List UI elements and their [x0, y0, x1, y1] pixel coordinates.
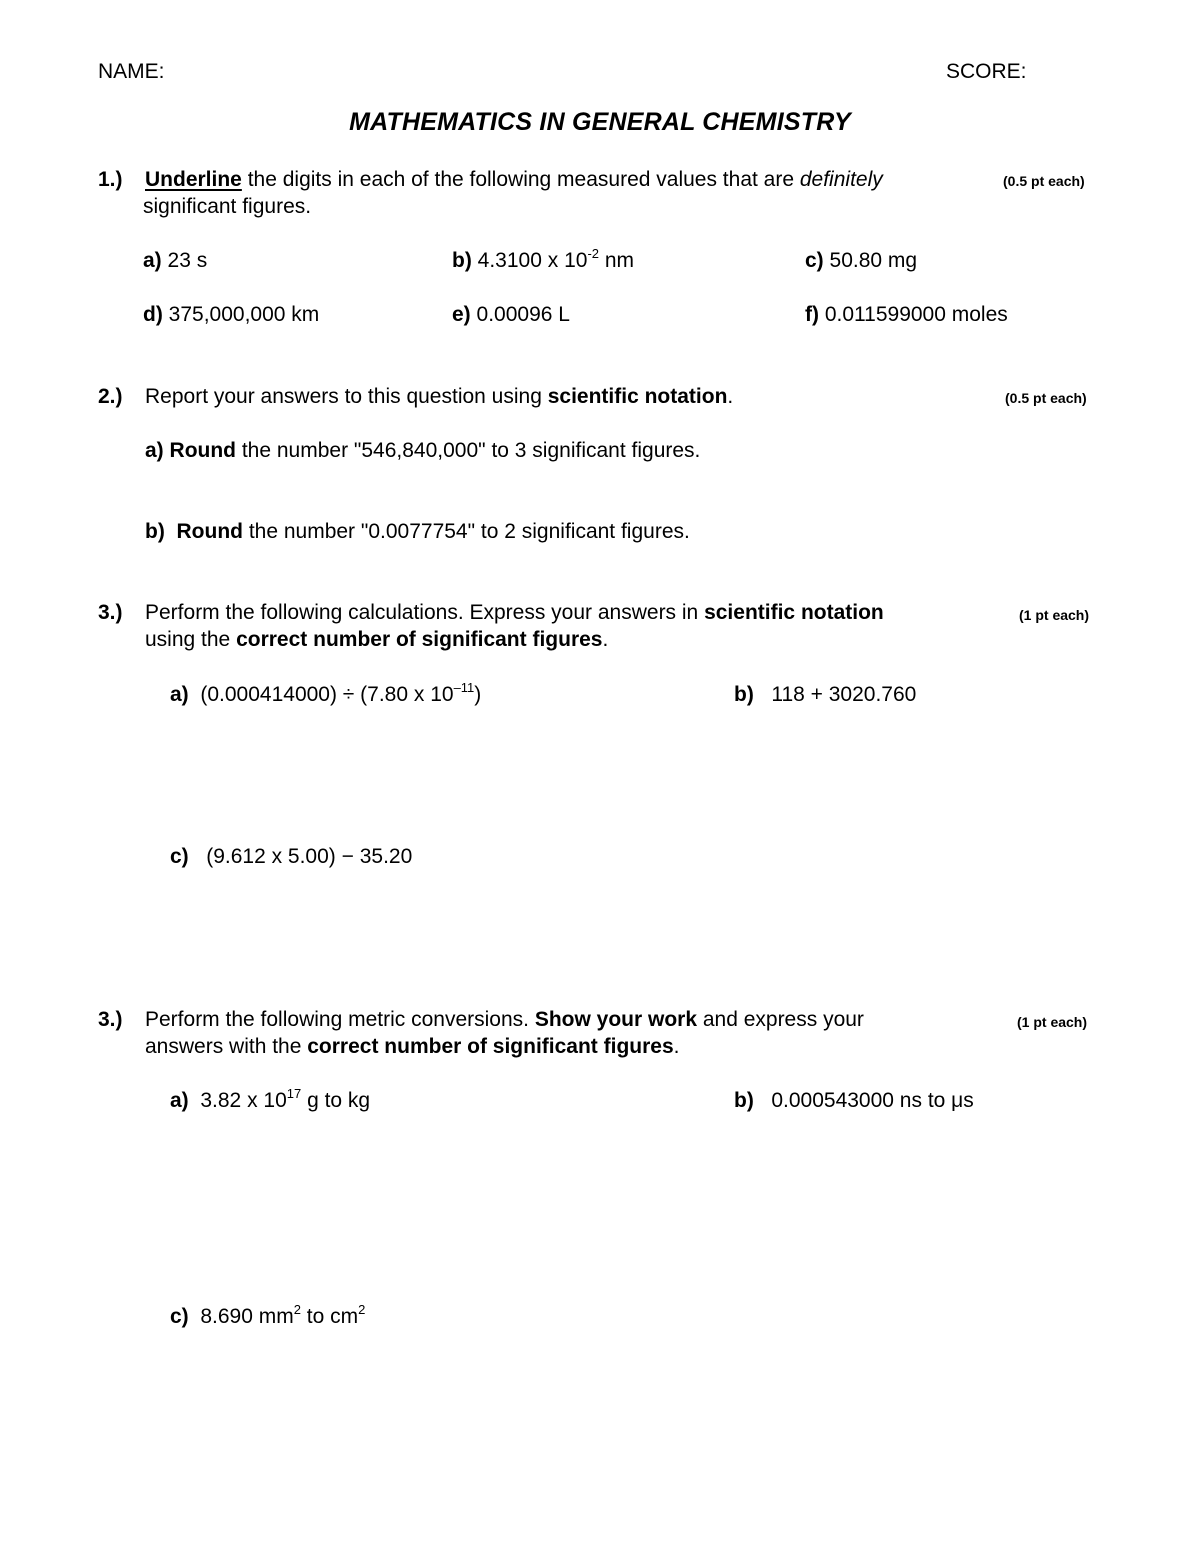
q4-item-b	[734, 1089, 974, 1113]
q2-item-b-label: b)	[145, 520, 165, 543]
q2-item-b-bold: Round	[176, 520, 243, 543]
q1-item-c-value: 50.80 mg	[829, 249, 918, 272]
q3-number: 3.)	[98, 601, 123, 624]
q1-item-d-value: 375,000,000 km	[168, 303, 320, 326]
q1-prompt-line1	[145, 168, 883, 192]
q3-item-a-exponent: –11	[453, 680, 475, 695]
q2-text-b: .	[727, 385, 734, 408]
q4-text-c: answers with the	[145, 1035, 308, 1058]
q1-prompt-line2: significant figures.	[143, 195, 312, 218]
q1-item-e	[452, 303, 570, 327]
q1-item-c	[805, 249, 917, 273]
q1-item-b	[452, 246, 635, 273]
q4-item-c	[170, 1302, 366, 1329]
q2-number: 2.)	[98, 385, 123, 408]
q3-item-b	[734, 683, 916, 707]
q1-item-a-label: a)	[143, 249, 162, 272]
q1-item-f-label: f)	[805, 303, 819, 326]
q4-item-a	[170, 1086, 371, 1113]
q1-item-f	[805, 303, 1008, 327]
score-label: SCORE:	[946, 60, 1027, 83]
q1-item-d-label: d)	[143, 303, 163, 326]
q3-item-a-value: (0.000414000) ÷ (7.80 x 10	[200, 683, 454, 706]
q4-item-c-exponent-2: 2	[358, 1302, 366, 1317]
q2-points: (0.5 pt each)	[1005, 390, 1087, 406]
q2-item-b	[145, 520, 690, 544]
q4-item-c-value: 8.690 mm	[200, 1305, 294, 1328]
q3-text-c: .	[602, 628, 609, 651]
q2-bold-phrase: scientific notation	[547, 385, 728, 408]
q2-item-a-bold: Round	[169, 439, 237, 462]
q4-points: (1 pt each)	[1017, 1014, 1088, 1030]
q2-text-a: Report your answers to this question using	[145, 385, 548, 408]
q3-item-b-value: 118 + 3020.760	[771, 683, 917, 706]
q4-item-c-label: c)	[170, 1305, 189, 1328]
q3-item-a-close: )	[474, 683, 482, 706]
q1-item-d	[143, 303, 319, 327]
q4-item-c-mid: to cm	[300, 1305, 359, 1328]
q3-prompt-line1	[145, 601, 884, 625]
q1-item-a	[143, 249, 207, 273]
q1-item-a-value: 23 s	[167, 249, 208, 272]
q1-item-b-value: 4.3100 x 10	[477, 249, 588, 272]
q3-bold-phrase-2: correct number of significant figures	[236, 628, 603, 651]
q3-points: (1 pt each)	[1019, 607, 1090, 623]
q1-item-e-label: e)	[452, 303, 471, 326]
q4-text-d: .	[673, 1035, 680, 1058]
q4-bold-phrase-2: correct number of significant figures	[307, 1035, 674, 1058]
q4-item-c-exponent-1: 2	[293, 1302, 301, 1317]
q1-item-b-label: b)	[452, 249, 472, 272]
q4-bold-phrase-1: Show your work	[534, 1008, 697, 1031]
q4-item-a-exponent: 17	[286, 1086, 302, 1101]
q3-item-a-label: a)	[170, 683, 189, 706]
q1-italic-word: definitely	[799, 168, 883, 191]
q2-item-a-text: the number "546,840,000" to 3 significant figures.	[236, 439, 701, 462]
q4-item-a-label: a)	[170, 1089, 189, 1112]
q1-text-a: the digits in each of the following measured values that are	[241, 168, 800, 191]
q2-item-a	[145, 439, 700, 463]
q1-item-b-exponent: -2	[587, 246, 599, 261]
q2-item-a-label: a)	[145, 439, 164, 462]
q4-text-b: and express your	[697, 1008, 864, 1031]
page-title: MATHEMATICS IN GENERAL CHEMISTRY	[349, 108, 851, 136]
q1-item-e-value: 0.00096 L	[476, 303, 570, 326]
q1-number: 1.)	[98, 168, 123, 191]
q1-item-c-label: c)	[805, 249, 824, 272]
name-label: NAME:	[98, 60, 165, 83]
q2-item-b-text: the number "0.0077754" to 2 significant figures.	[242, 520, 690, 543]
q3-bold-phrase-1: scientific notation	[704, 601, 884, 624]
q4-number: 3.)	[98, 1008, 123, 1031]
q3-prompt-line2	[145, 628, 608, 652]
q3-text-a: Perform the following calculations. Express your answers in	[145, 601, 705, 624]
q4-text-a: Perform the following metric conversions.	[145, 1008, 535, 1031]
q1-item-b-unit: nm	[599, 249, 635, 272]
q3-item-c-value: (9.612 x 5.00) − 35.20	[206, 845, 413, 868]
q4-prompt-line1	[145, 1008, 864, 1032]
q3-item-a	[170, 680, 482, 707]
q3-item-c	[170, 845, 412, 869]
q1-underline-word: Underline	[145, 168, 242, 191]
q3-item-c-label: c)	[170, 845, 189, 868]
q4-item-a-value: 3.82 x 10	[200, 1089, 287, 1112]
q4-item-b-value: 0.000543000 ns to μs	[771, 1089, 974, 1112]
q1-points: (0.5 pt each)	[1003, 173, 1085, 189]
q1-item-f-value: 0.011599000 moles	[824, 303, 1008, 326]
q3-text-b: using the	[145, 628, 237, 651]
q2-prompt	[145, 385, 733, 409]
q3-item-b-label: b)	[734, 683, 754, 706]
q4-item-b-label: b)	[734, 1089, 754, 1112]
q4-item-a-unit: g to kg	[301, 1089, 371, 1112]
q4-prompt-line2	[145, 1035, 680, 1059]
